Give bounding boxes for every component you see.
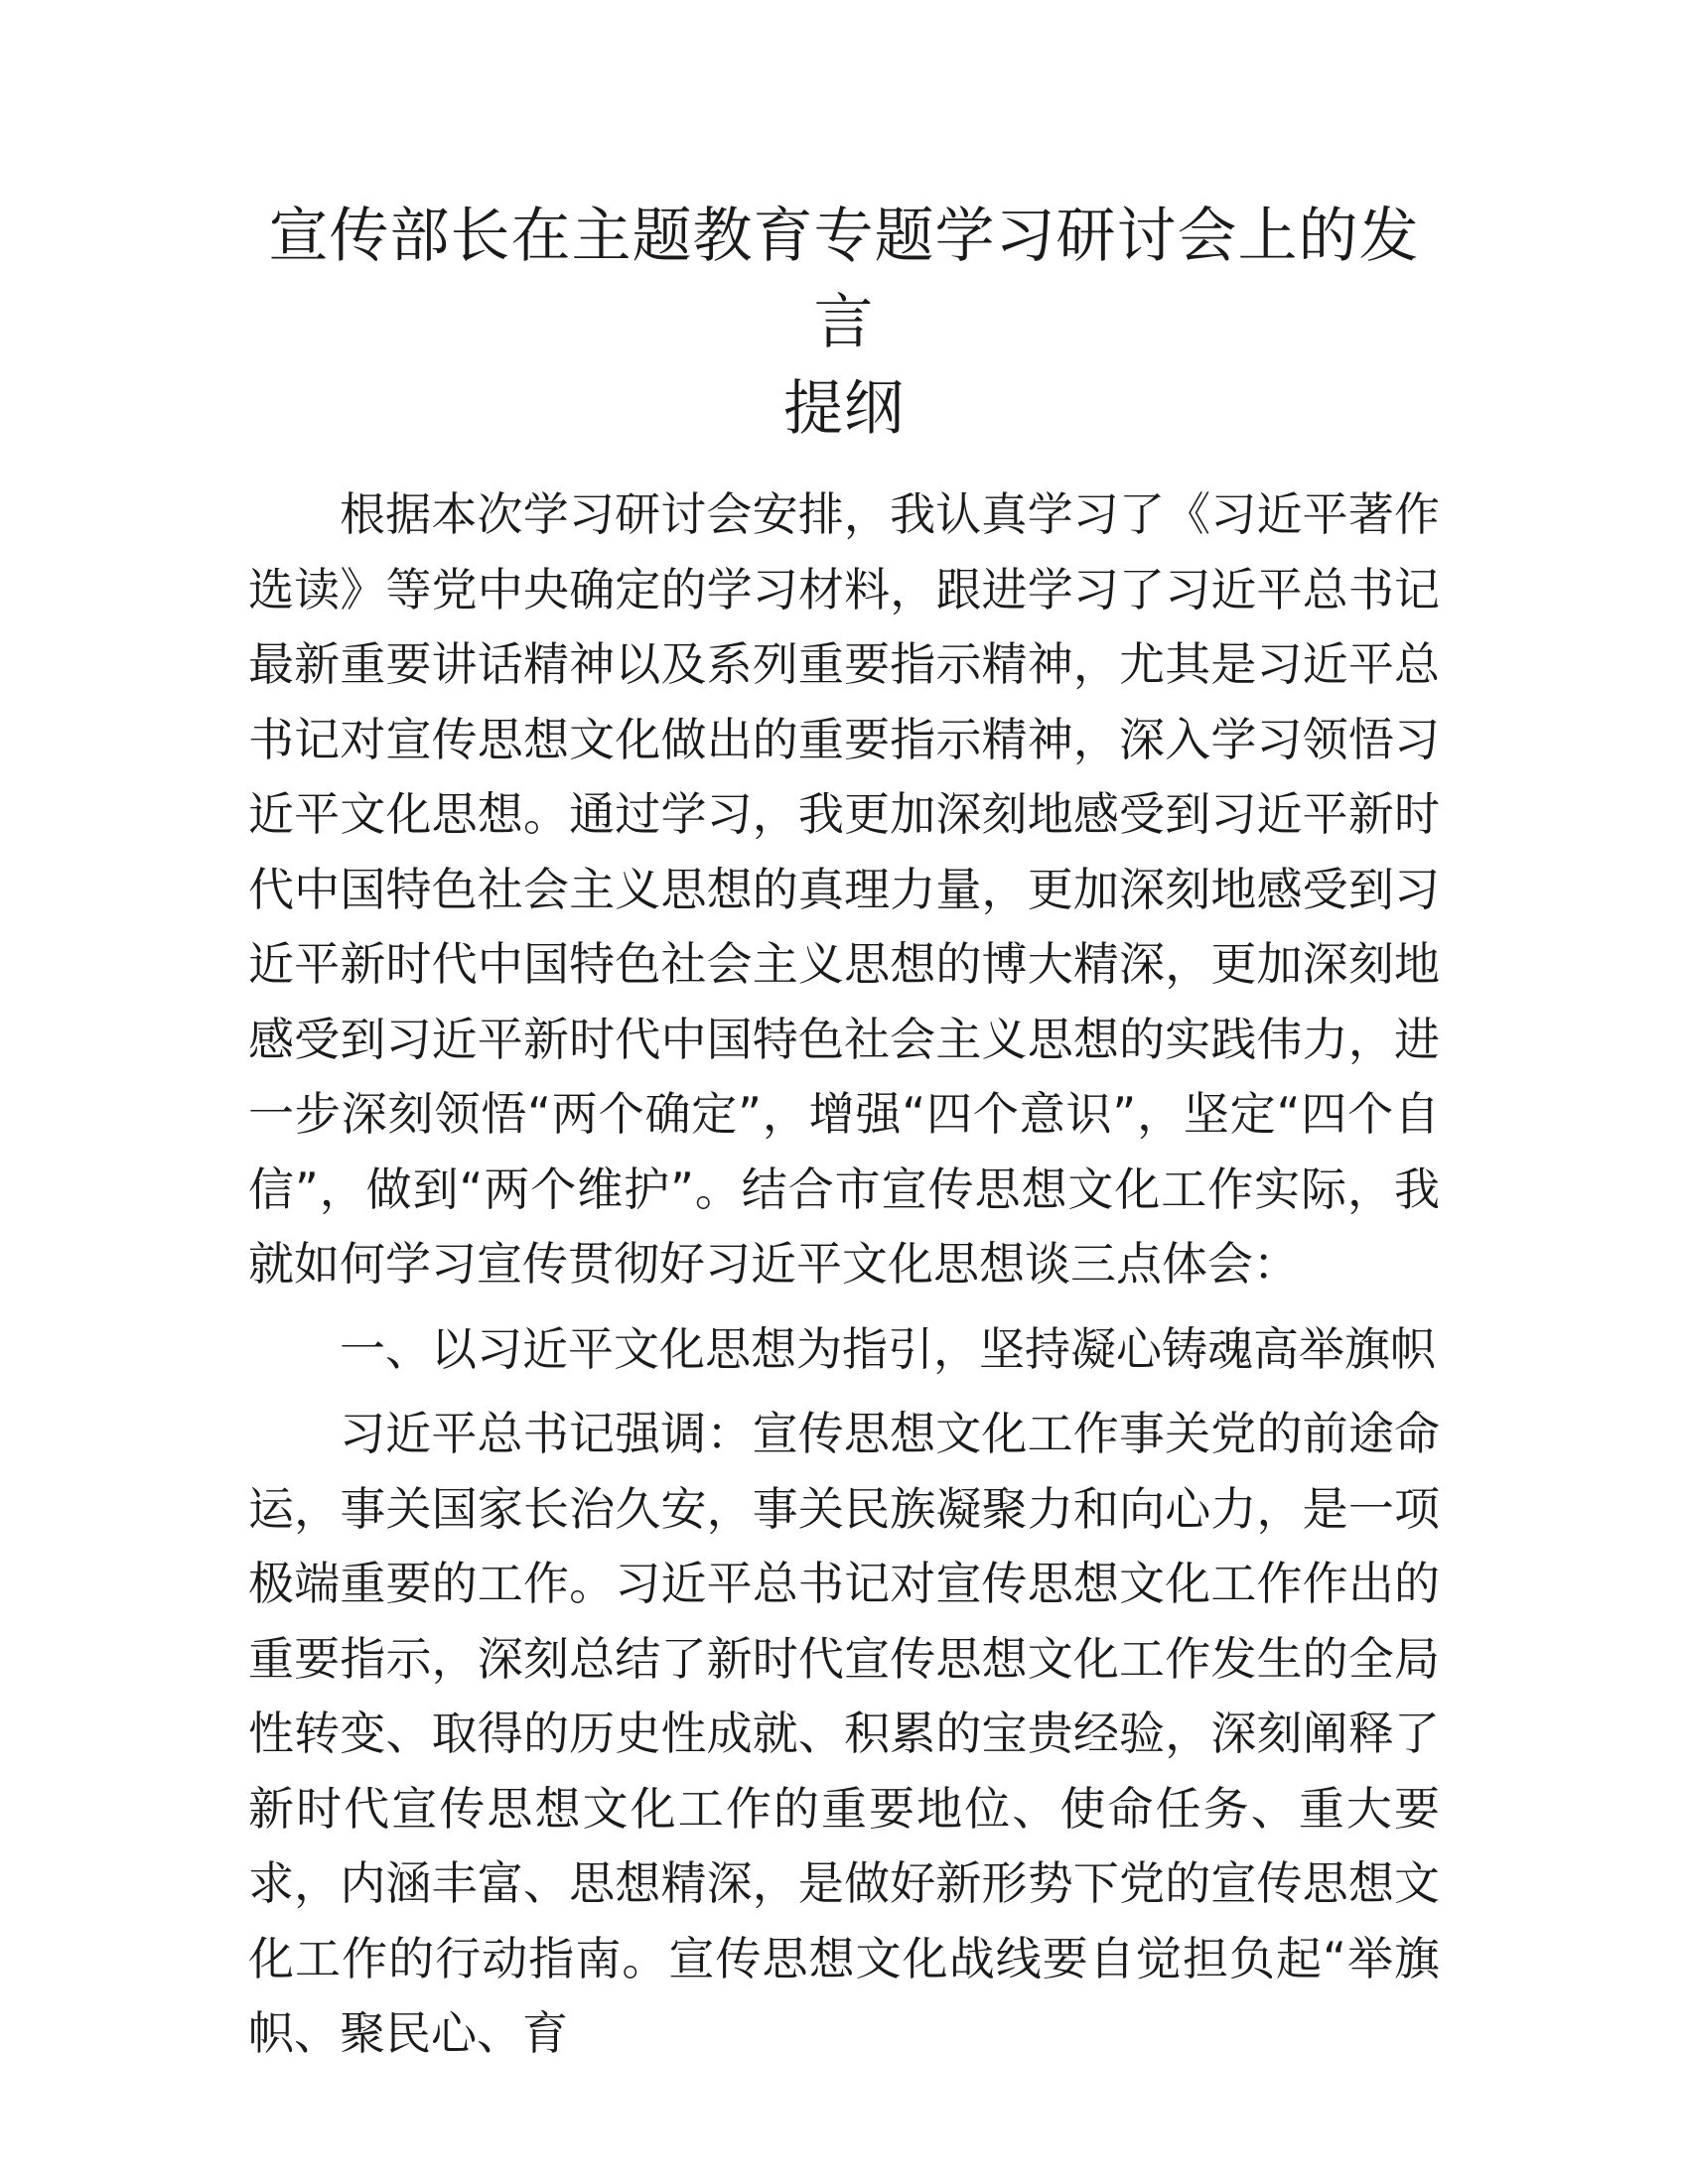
title-line-2: 提纲: [783, 374, 905, 444]
document-body: [248, 478, 1440, 2072]
document-title: [248, 194, 1440, 453]
document-content: [248, 194, 1440, 2072]
section-1-paragraph: 习近平总书记强调：宣传思想文化工作事关党的前途命运，事关国家长治久安，事关民族凝聚力和向心力，是一项极端重要的工作。习近平总书记对宣传思想文化工作作出的重要指示，深刻总结了新时代宣传思想文化工作发生的全局性转变、取得的历史性成就、积累的宝贵经验，深刻阐释了新时代宣传思想文化工作的重要地位、使命任务、重大要求，内涵丰富、思想精深，是做好新形势下党的宣传思想文化工作的行动指南。宣传思想文化战线要自觉担负起“举旗帜、聚民心、育: [248, 1407, 1440, 2060]
section-heading-1: 一、以习近平文化思想为指引，坚持凝心铸魂高举旗帜: [340, 1321, 1436, 1376]
title-line-1: 宣传部长在主题教育专题学习研讨会上的发言: [268, 202, 1420, 357]
intro-paragraph: 根据本次学习研讨会安排，我认真学习了《习近平著作选读》等党中央确定的学习材料，跟进学习了习近平总书记最新重要讲话精神以及系列重要指示精神，尤其是习近平总书记对宣传思想文化做出的重要指示精神，深入学习领悟习近平文化思想。通过学习，我更加深刻地感受到习近平新时代中国特色社会主义思想的真理力量，更加深刻地感受到习近平新时代中国特色社会主义思想的博大精深，更加深刻地感受到习近平新时代中国特色社会主义思想的实践伟力，进一步深刻领悟“两个确定”，增强“四个意识”，坚定“四个自信”，做到“两个维护”。结合市宣传思想文化工作实际，我就如何学习宣传贯彻好习近平文化思想谈三点体会：: [248, 487, 1440, 1291]
